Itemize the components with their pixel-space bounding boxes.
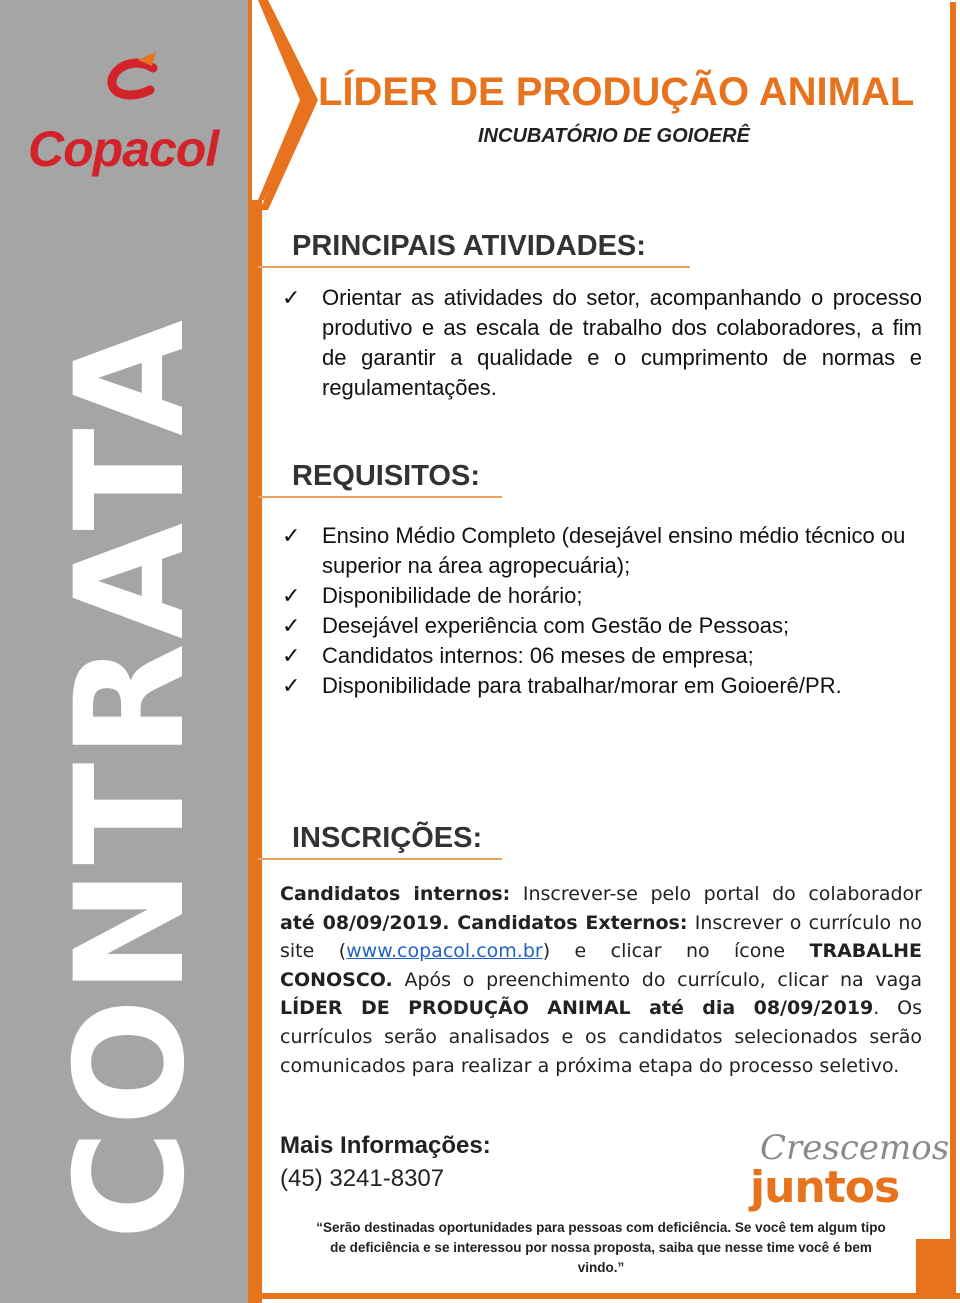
job-location: INCUBATÓRIO DE GOIOERÊ [478,125,750,147]
check-icon: ✓ [282,613,301,638]
corner-accent [916,1239,956,1299]
list-item: ✓ Orientar as atividades do setor, acompanhando o processo produtivo e as escala de trabalho dos colaboradores, a fim de garantir a qualidade e o cumprimento de normas e regulamentações. [282,285,922,400]
slogan-logo [750,1128,950,1218]
activities-underline [258,266,690,268]
requirements-heading: REQUISITOS: [292,460,480,492]
check-icon: ✓ [282,523,301,548]
copacol-logo [28,50,248,180]
registration-paragraph: Candidatos internos: Inscrever-se pelo portal do colaborador até 08/09/2019. Candidatos Externos: Inscrever o currículo no site (www.copacol.com.br) e clicar no ícone TRABALHE CONOSCO. Após o preenchimento do currículo, clicar na vaga LÍDER DE PRODUÇÃO ANIMAL até dia 08/09/2019. Os currículos serão analisados e os candidatos selecionados serão comunicados para realizar a próxima etapa do processo seletivo. [280,883,923,1077]
registration-underline [258,858,502,860]
contact-heading: Mais Informações: [280,1132,491,1159]
frame-right-border [950,2,956,1298]
requirements-underline [258,496,502,498]
check-icon: ✓ [282,583,301,608]
list-item: ✓ Disponibilidade de horário; [282,581,942,611]
contact-phone: (45) 3241-8307 [280,1165,445,1192]
logo-text: Copacol [28,121,219,177]
disclaimer-text: “Serão destinadas oportunidades para pessoas com deficiência. Se você tem algum tipo de deficiência e se interessou por nossa proposta, saiba que nesse time você é bem vindo.” [316,1220,886,1275]
list-item: ✓ Disponibilidade para trabalhar/morar em Goioerê/PR. [282,671,942,701]
site-link[interactable]: www.copacol.com.br [346,940,543,963]
list-item: ✓ Ensino Médio Completo (desejável ensino médio técnico ou superior na área agropecuária); [282,523,906,578]
list-item: ✓ Candidatos internos: 06 meses de empresa; [282,641,942,671]
activities-heading: PRINCIPAIS ATIVIDADES: [292,230,646,262]
activities-list [282,283,922,403]
list-item: ✓ Desejável experiência com Gestão de Pessoas; [282,611,942,641]
logo-swoosh-icon [98,50,178,110]
check-icon: ✓ [282,285,301,310]
registration-heading: INSCRIÇÕES: [292,822,483,854]
check-icon: ✓ [282,643,301,668]
job-title: LÍDER DE PRODUÇÃO ANIMAL [318,70,915,114]
slogan-script: Crescemos [760,1128,950,1168]
requirements-list [282,521,942,701]
slogan-bold: juntos [750,1162,900,1213]
check-icon: ✓ [282,673,301,698]
contrata-vertical-text: CONTRATA [44,315,218,1240]
frame-bottom-border [248,1293,960,1299]
